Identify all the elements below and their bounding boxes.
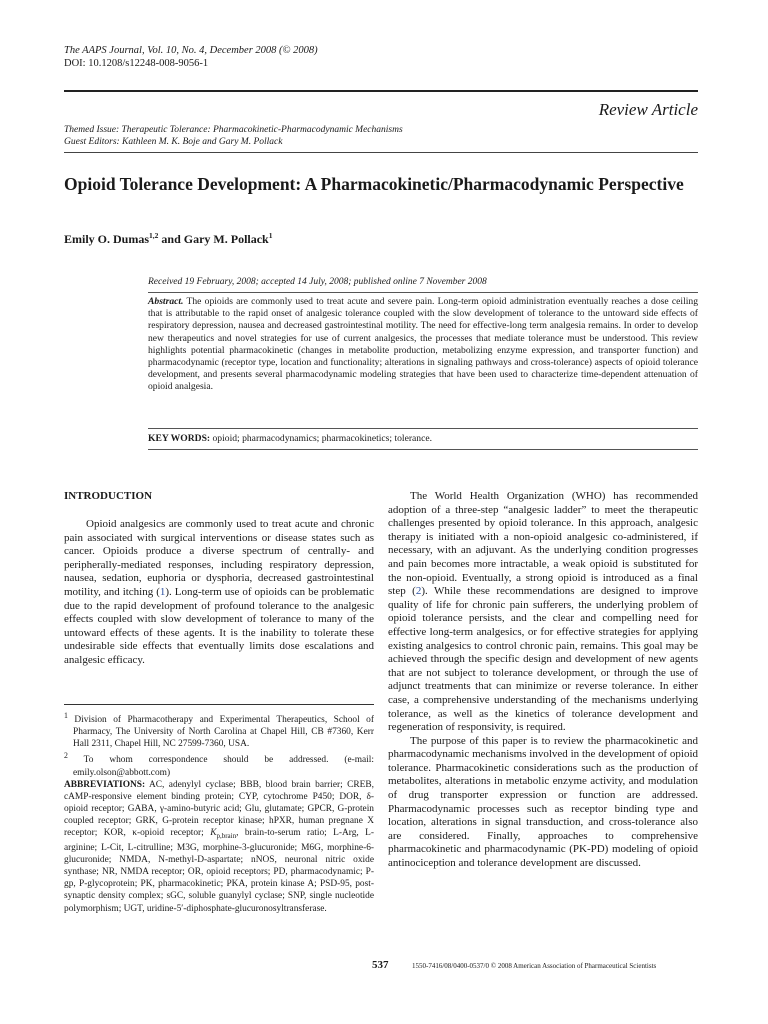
author-and: and bbox=[158, 232, 184, 246]
right-paragraph-1 bbox=[388, 490, 698, 735]
author-1-affil: 1,2 bbox=[149, 231, 159, 240]
abbreviations-label: ABBREVIATIONS: bbox=[64, 779, 146, 790]
left-column-body bbox=[64, 518, 374, 668]
right-column-body bbox=[388, 490, 698, 871]
footnote-1 bbox=[64, 710, 374, 750]
footnotes bbox=[64, 710, 374, 915]
intro-p1-text-b: ). Long-term use of opioids can be problematic due to the rapid development of profound tolerance to the analgesic effects coupled with slow development of tolerance to many of the untoward effects of these agents. It is the inability to tolerate these undesirable side effects that eventually limits dose escalations and analgesic efficacy. bbox=[64, 585, 374, 666]
themed-issue: Themed Issue: Therapeutic Tolerance: Pharmacokinetic-Pharmacodynamic Mechanisms bbox=[64, 125, 403, 135]
intro-p1-text-a: Opioid analgesics are commonly used to treat acute and chronic pain associated with surgical interventions or disease states such as cancer. Opioids produce a diverse spectrum of centrally- and peripherally-mediated responses, including respiratory depression, nausea, sedation, euphoria or dysphoria, decreased gastrointestinal motility, and itching ( bbox=[64, 518, 374, 598]
section-heading-introduction: INTRODUCTION bbox=[64, 490, 153, 502]
right-p1-text-a: The World Health Organization (WHO) has recommended adoption of a three-step “analgesic ladder” to meet the therapeutic challenges presented by opioid tolerance. In this approach, analgesic therapy is initiated with a non-opioid analgesic co-administered, if necessary, with an adjuvant. As the underlying condition progresses and pain becomes more intractable, a weak opioid is substituted for the non-opioid. Eventually, a strong opioid is introduced as a final step ( bbox=[388, 490, 698, 598]
author-2-affil: 1 bbox=[268, 231, 273, 240]
author-2: Gary M. Pollack bbox=[183, 232, 269, 246]
page-number: 537 bbox=[372, 959, 389, 971]
footnote-2 bbox=[64, 750, 374, 778]
themed-issue-block bbox=[64, 124, 403, 148]
abstract bbox=[148, 296, 698, 394]
abbreviation-kp-sub: p,brain bbox=[216, 831, 237, 840]
right-paragraph-2: The purpose of this paper is to review the pharmacokinetic and pharmacodynamic mechanisms involved in the development of opioid tolerance. Pharmacokinetic considerations such as the production of metabolites, alterations in metabolic enzyme activity, and modulation of drug transporter expression or function are addressed. Pharmacodynamic processes such as receptor binding type and location, alterations in signal transduction, and cross-tolerance also are considered. Finally, approaches to comprehensive pharmacokinetic and pharmacodynamic (PK-PD) modeling of opioid antinociception and tolerance development are discussed. bbox=[388, 734, 698, 870]
guest-editors: Guest Editors: Kathleen M. K. Boje and Gary M. Pollack bbox=[64, 137, 283, 147]
footnote-1-text: Division of Pharmacotherapy and Experimental Therapeutics, School of Pharmacy, The University of North Carolina at Chapel Hill, CB #7360, Kerr Hall 2311, Chapel Hill, NC 27599-7360, USA. bbox=[67, 715, 374, 750]
doi: DOI: 10.1208/s12248-008-9056-1 bbox=[64, 58, 209, 69]
author-1: Emily O. Dumas bbox=[64, 232, 150, 246]
footnote-2-mark: 2 bbox=[64, 751, 68, 761]
abbreviations bbox=[64, 779, 374, 915]
received-dates: Received 19 February, 2008; accepted 14 July, 2008; published online 7 November 2008 bbox=[148, 277, 487, 287]
intro-paragraph-1 bbox=[64, 518, 374, 668]
footnote-1-mark: 1 bbox=[64, 711, 68, 720]
abstract-bottom-rule bbox=[148, 428, 698, 429]
article-title: Opioid Tolerance Development: A Pharmacokinetic/Pharmacodynamic Perspective bbox=[64, 174, 684, 194]
right-p1-text-b: ). While these recommendations are designed to improve quality of life for chronic pain sufferers, the underlying problem of opioid tolerance persists, and the clear and compelling need for effective long-term analgesics, or for effective strategies for applying existing analgesics to control chronic pain, remains. This goal may be achieved through the specific design and development of new agents that are not subject to tolerance development, or through the use of adjunct treatments that can minimize or reverse tolerance. In either case, a comprehensive understanding of the mechanisms underlying tolerance, as well as the kinetics of tolerance development and regeneration of responsivity, is required. bbox=[388, 585, 698, 734]
journal-citation bbox=[64, 44, 318, 70]
keywords bbox=[148, 433, 432, 444]
abbreviations-text-a: AC, adenylyl cyclase; BBB, blood brain barrier; CREB, cAMP-responsive element binding protein; CYP, cytochrome P450; DOR, δ-opioid receptor; GABA, γ-amino-butyric acid; Glu, glutamate; GPCR, G-protein coupled receptor; GRK, G-protein receptor kinase; hPXR, human pregnane X receptor; KOR, κ-opioid receptor; bbox=[64, 779, 374, 839]
footnote-rule bbox=[64, 704, 374, 705]
abstract-top-rule bbox=[148, 292, 698, 293]
citation-link-2[interactable]: 2 bbox=[415, 585, 422, 598]
keywords-text: opioid; pharmacodynamics; pharmacokinetics; tolerance. bbox=[210, 433, 433, 444]
authors bbox=[64, 231, 272, 247]
keywords-label: KEY WORDS: bbox=[148, 433, 211, 444]
abstract-label: Abstract. bbox=[148, 296, 184, 307]
article-type: Review Article bbox=[598, 100, 698, 119]
abbreviations-text-b: , brain-to-serum ratio; L-Arg, L-arginine; L-Cit, L-citrulline; M3G, morphine-3-glucuronide; M6G, morphine-6-glucuronide; NMDA, N-methyl-D-aspartate; nNOS, neuronal nitric oxide synthase; NR, NMDA receptor; OR, opioid receptors; PD, pharmacodynamic; P-gp, P-glycoprotein; PK, pharmacokinetic; PKA, protein kinase A; PSD-95, post-synaptic density complex; sGC, soluble guanylyl cyclase; SNP, single nucleotide polymorphism; UGT, uridine-5′-diphosphate-glucuronosyltransferase. bbox=[64, 828, 374, 914]
header-rule bbox=[64, 90, 698, 92]
issn-copyright: 1550-7416/08/0400-0537/0 © 2008 American Association of Pharmaceutical Scientists bbox=[412, 962, 657, 970]
footnote-2-text: To whom correspondence should be addressed. (e-mail: emily.olson@abbott.com) bbox=[67, 755, 374, 778]
journal-name: The AAPS Journal, Vol. 10, No. 4, December 2008 (© 2008) bbox=[64, 45, 318, 56]
abstract-text: The opioids are commonly used to treat acute and severe pain. Long-term opioid administration eventually reaches a dose ceiling that is attributable to the rapid onset of analgesic tolerance coupled with the slow development of tolerance to the untoward side effects of respiratory depression, nausea and decreased gastrointestinal motility. The need for effective-long term analgesia remains. In order to develop new therapeutics and novel strategies for use of current analgesics, the processes that mediate tolerance must be understood. This review highlights potential pharmacokinetic (changes in metabolite production, metabolizing enzyme expression, and transporter function) and pharmacodynamic (receptor type, location and functionality; alterations in signaling pathways and cross-tolerance) aspects of opioid tolerance development, and presents several pharmacodynamic modeling strategies that have been used to characterize time-dependent attenuation of opioid analgesia. bbox=[148, 296, 698, 393]
keywords-rule bbox=[148, 449, 698, 450]
citation-link-1[interactable]: 1 bbox=[159, 585, 166, 598]
abbreviation-kp: K bbox=[210, 828, 217, 839]
themed-rule bbox=[64, 152, 698, 153]
